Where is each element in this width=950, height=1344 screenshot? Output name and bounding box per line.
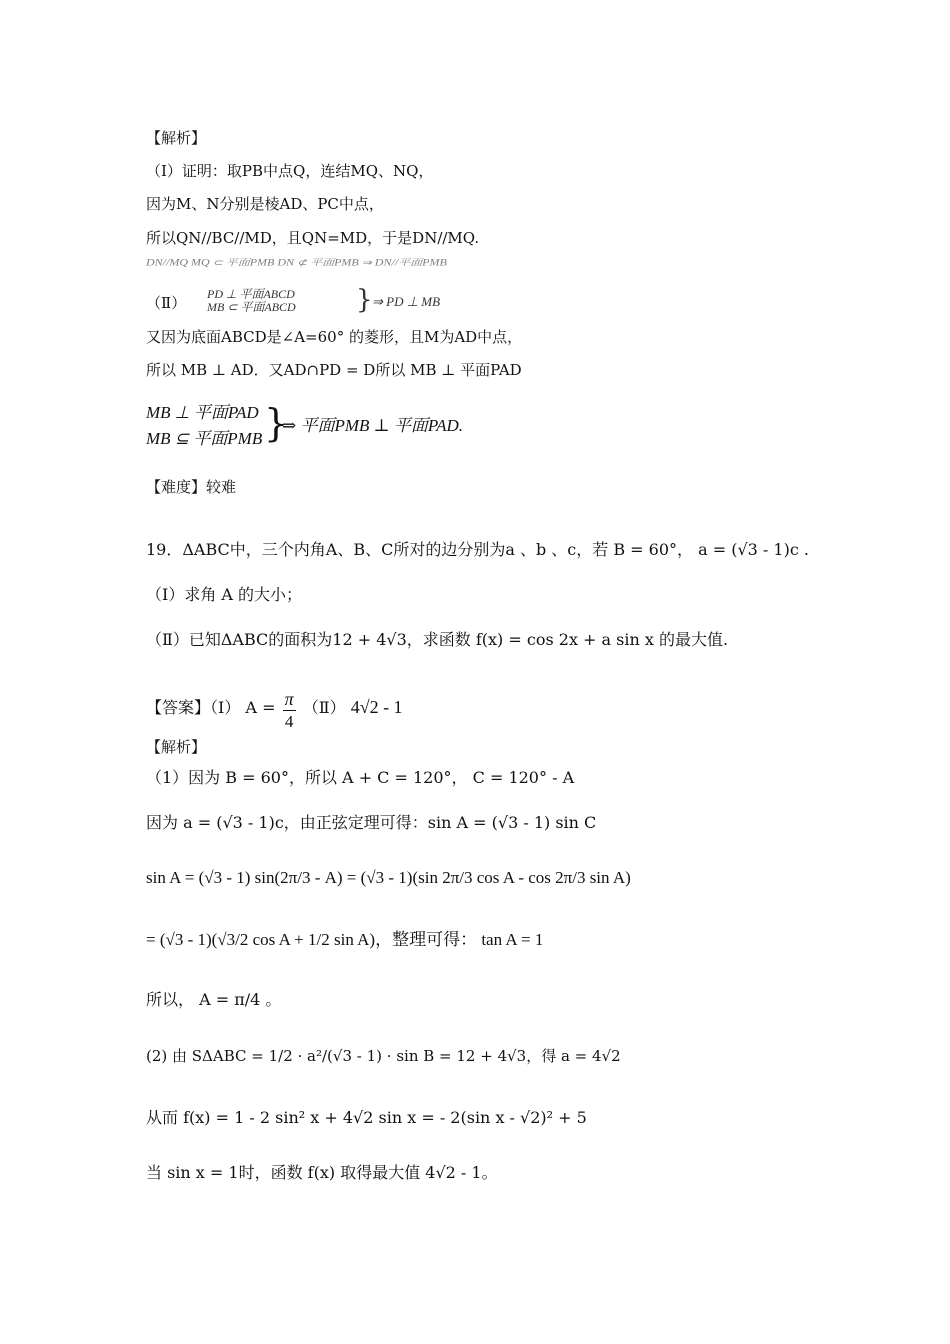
answer-part1: （Ⅰ） A = <box>210 698 276 717</box>
plane-system-result: ⇒ 平面PMB ⊥ 平面PAD. <box>282 416 464 435</box>
plane-system-line-2: MB ⊆ 平面PMB <box>146 429 263 448</box>
analysis2-heading: 【解析】 <box>146 738 207 756</box>
answer-fraction <box>283 688 296 733</box>
part2-result: ⇒ PD ⊥ MB <box>372 294 441 309</box>
analysis2-step-6: (2) 由 SΔABC = 1/2 · a²/(√3 - 1) · sin B = 12 + 4√3，得 a = 4√2 <box>146 1047 621 1065</box>
rhombus-line: 又因为底面ABCD是∠A=60° 的菱形，且M为AD中点， <box>146 328 523 346</box>
problem-19-q2: （Ⅱ）已知ΔABC的面积为12 + 4√3，求函数 f(x) = cos 2x + a sin x 的最大值. <box>146 630 729 649</box>
answer-frac-den: 4 <box>284 712 294 731</box>
analysis2-step-2: 因为 a = (√3 - 1)c，由正弦定理可得：sin A = (√3 - 1) sin C <box>146 813 597 832</box>
part2-brace: } <box>356 285 373 315</box>
answer-part2-value: 4√2 - 1 <box>350 697 403 717</box>
proof-line-2: 因为M、N分别是棱AD、PC中点， <box>146 195 384 213</box>
plane-system <box>146 400 262 452</box>
part2-system <box>207 288 296 314</box>
plane-system-line-1: MB ⊥ 平面PAD <box>146 403 259 422</box>
plane-system-brace: } <box>264 401 289 445</box>
analysis2-step-4: = (√3 - 1)(√3/2 cos A + 1/2 sin A)，整理可得： tan A = 1 <box>146 930 544 949</box>
answer-frac-num: π <box>284 689 294 709</box>
garbled-formula-row: DN//MQ MQ ⊂ 平面PMB DN ⊄ 平面PMB ⇒ DN//平面PMB <box>146 257 447 268</box>
part2-label: （Ⅱ） <box>146 294 187 312</box>
analysis2-step-8: 当 sin x = 1时，函数 f(x) 取得最大值 4√2 - 1。 <box>146 1163 498 1182</box>
problem-19-q1: （Ⅰ）求角 A 的大小； <box>146 585 303 604</box>
analysis2-step-3: sin A = (√3 - 1) sin(2π/3 - A) = (√3 - 1)(sin 2π/3 cos A - cos 2π/3 sin A) <box>146 868 631 887</box>
part2-system-line-2: MB ⊂ 平面ABCD <box>207 300 296 314</box>
analysis2-step-7: 从而 f(x) = 1 - 2 sin² x + 4√2 sin x = - 2(sin x - √2)² + 5 <box>146 1108 587 1127</box>
analysis2-step-5: 所以， A = π/4 。 <box>146 990 282 1009</box>
perp-line: 所以 MB ⊥ AD．又AD∩PD = D所以 MB ⊥ 平面PAD <box>146 361 522 379</box>
analysis-heading: 【解析】 <box>146 129 207 147</box>
proof-line-1: （Ⅰ）证明：取PB中点Q，连结MQ、NQ， <box>146 162 434 180</box>
answer-part2: （Ⅱ） <box>302 698 346 717</box>
difficulty-line: 【难度】较难 <box>146 478 237 496</box>
answer-label: 【答案】 <box>146 698 211 717</box>
answer-line <box>146 688 403 733</box>
analysis2-step-1: （1）因为 B = 60°，所以 A + C = 120°， C = 120° - A <box>146 768 575 787</box>
proof-line-3: 所以QN//BC//MD，且QN=MD，于是DN//MQ. <box>146 229 480 247</box>
part2-system-line-1: PD ⊥ 平面ABCD <box>207 287 295 301</box>
problem-19-stem: 19．ΔABC中，三个内角A、B、C所对的边分别为a 、b 、c，若 B = 60°， a = (√3 - 1)c . <box>146 540 809 559</box>
